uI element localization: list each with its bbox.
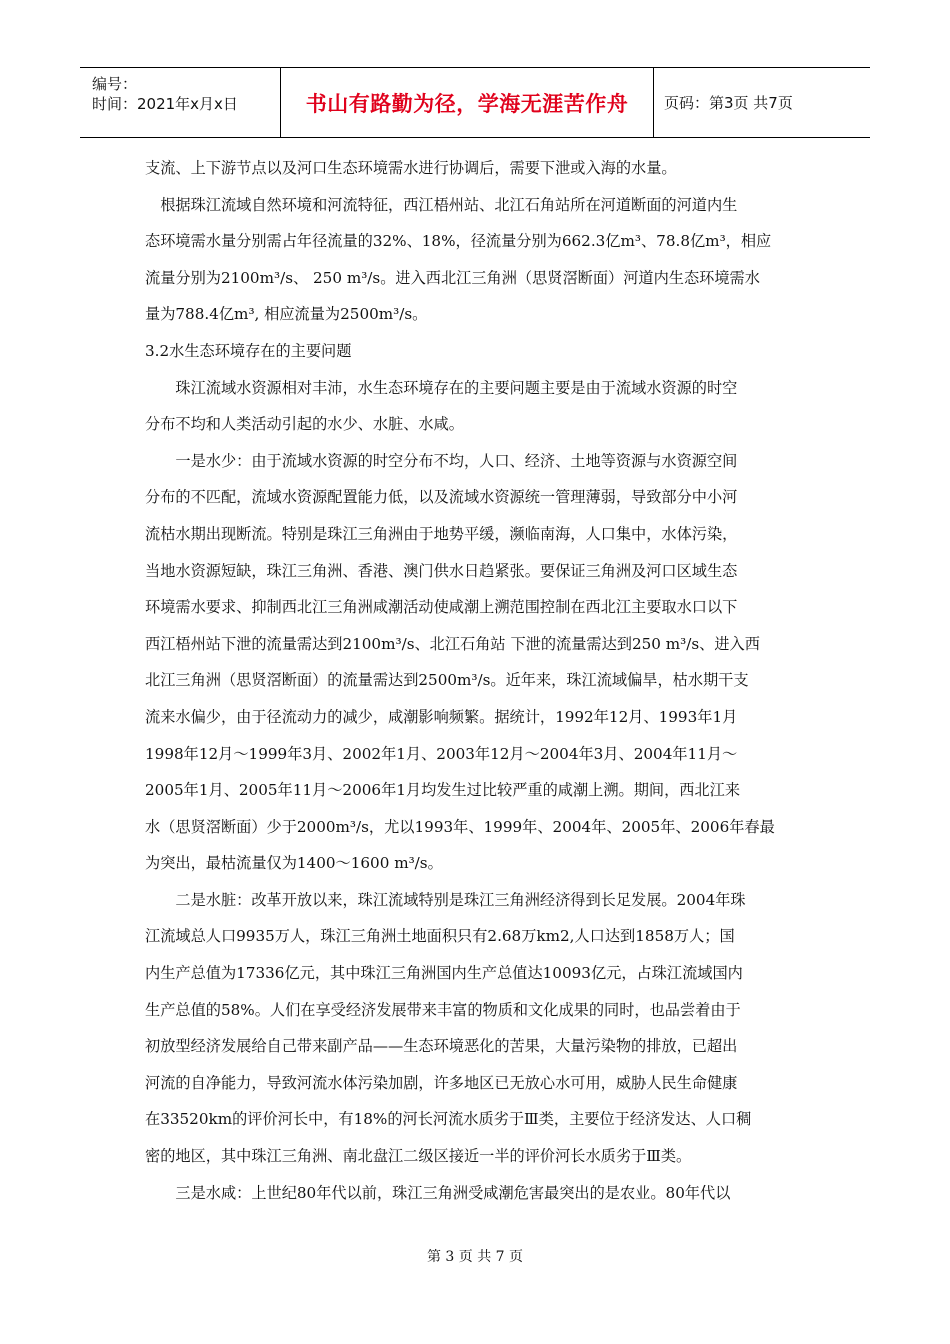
document-number-label: 编号： — [92, 75, 138, 93]
body-line: 初放型经济发展给自己带来副产品——生态环境恶化的苦果，大量污染物的排放，已超出 — [145, 1037, 738, 1056]
header-meta-cell — [80, 68, 281, 137]
document-date-label: 时间：2021年x月x日 — [92, 95, 238, 113]
document-body — [145, 150, 809, 1211]
body-line: 河流的自净能力，导致河流水体污染加剧，许多地区已无放心水可用，威胁人民生命健康 — [145, 1073, 738, 1092]
body-line: 珠江流域水资源相对丰沛，水生态环境存在的主要问题主要是由于流域水资源的时空 — [175, 378, 738, 397]
header-motto: 书山有路勤为径，学海无涯苦作舟 — [281, 68, 654, 137]
body-line: 当地水资源短缺，珠江三角洲、香港、澳门供水日趋紧张。要保证三角洲及河口区域生态 — [145, 561, 738, 580]
section-heading: 3.2水生态环境存在的主要问题 — [145, 341, 352, 360]
body-line: 密的地区，其中珠江三角洲、南北盘江二级区接近一半的评价河长水质劣于Ⅲ类。 — [145, 1147, 692, 1166]
body-line: 生产总值的58%。人们在享受经济发展带来丰富的物质和文化成果的同时，也品尝着由于 — [145, 1000, 741, 1019]
body-line: 水（思贤滘断面）少于2000m³/s，尤以1993年、1999年、2004年、2005年、2006年春最 — [145, 817, 775, 836]
body-line: 2005年1月、2005年11月～2006年1月均发生过比较严重的咸潮上溯。期间，西北江来 — [145, 781, 741, 800]
body-line: 三是水咸：上世纪80年代以前，珠江三角洲受咸潮危害最突出的是农业。80年代以 — [175, 1183, 731, 1202]
body-line: 内生产总值为17336亿元，其中珠江三角洲国内生产总值达10093亿元，占珠江流域国内 — [145, 964, 743, 983]
body-line: 1998年12月～1999年3月、2002年1月、2003年12月～2004年3月、2004年11月～ — [145, 744, 738, 763]
body-line: 流枯水期出现断流。特别是珠江三角洲由于地势平缓，濒临南海，人口集中，水体污染， — [145, 524, 738, 543]
body-line: 一是水少：由于流域水资源的时空分布不均，人口、经济、土地等资源与水资源空间 — [175, 451, 738, 470]
body-line: 江流域总人口9935万人，珠江三角洲土地面积只有2.68万km2,人口达到1858万人；国 — [145, 927, 735, 946]
body-line: 西江梧州站下泄的流量需达到2100m³/s、北江石角站 下泄的流量需达到250 m³/s、进入西 — [145, 634, 760, 653]
body-line: 分布不均和人类活动引起的水少、水脏、水咸。 — [145, 415, 464, 434]
body-line: 流量分别为2100m³/s、 250 m³/s。进入西北江三角洲（思贤滘断面）河道内生态环境需水 — [145, 268, 760, 287]
body-line: 为突出，最枯流量仅为1400～1600 m³/s。 — [145, 854, 443, 873]
page-footer: 第 3 页 共 7 页 — [426, 1249, 524, 1265]
header-page-number: 页码：第3页 共7页 — [664, 94, 793, 112]
body-line: 二是水脏：改革开放以来，珠江流域特别是珠江三角洲经济得到长足发展。2004年珠 — [175, 890, 746, 909]
body-line: 根据珠江流域自然环境和河流特征，西江梧州站、北江石角站所在河道断面的河道内生 — [160, 195, 738, 214]
body-line: 量为788.4亿m³, 相应流量为2500m³/s。 — [145, 305, 428, 324]
body-line: 环境需水要求、抑制西北江三角洲咸潮活动使咸潮上溯范围控制在西北江主要取水口以下 — [145, 598, 738, 617]
body-line: 流来水偏少，由于径流动力的减少，咸潮影响频繁。据统计，1992年12月、1993年1月 — [145, 707, 738, 726]
body-line: 分布的不匹配，流域水资源配置能力低，以及流域水资源统一管理薄弱，导致部分中小河 — [145, 488, 738, 507]
body-line: 支流、上下游节点以及河口生态环境需水进行协调后，需要下泄或入海的水量。 — [145, 159, 677, 177]
body-line: 北江三角洲（思贤滘断面）的流量需达到2500m³/s。近年来，珠江流域偏旱，枯水期干支 — [145, 671, 749, 690]
body-line: 在33520km的评价河长中，有18%的河长河流水质劣于Ⅲ类，主要位于经济发达、人口稠 — [145, 1110, 752, 1129]
body-line: 态环境需水量分别需占年径流量的32%、18%，径流量分别为662.3亿m³、78.8亿m³，相应 — [145, 232, 772, 251]
page-header — [80, 67, 870, 138]
